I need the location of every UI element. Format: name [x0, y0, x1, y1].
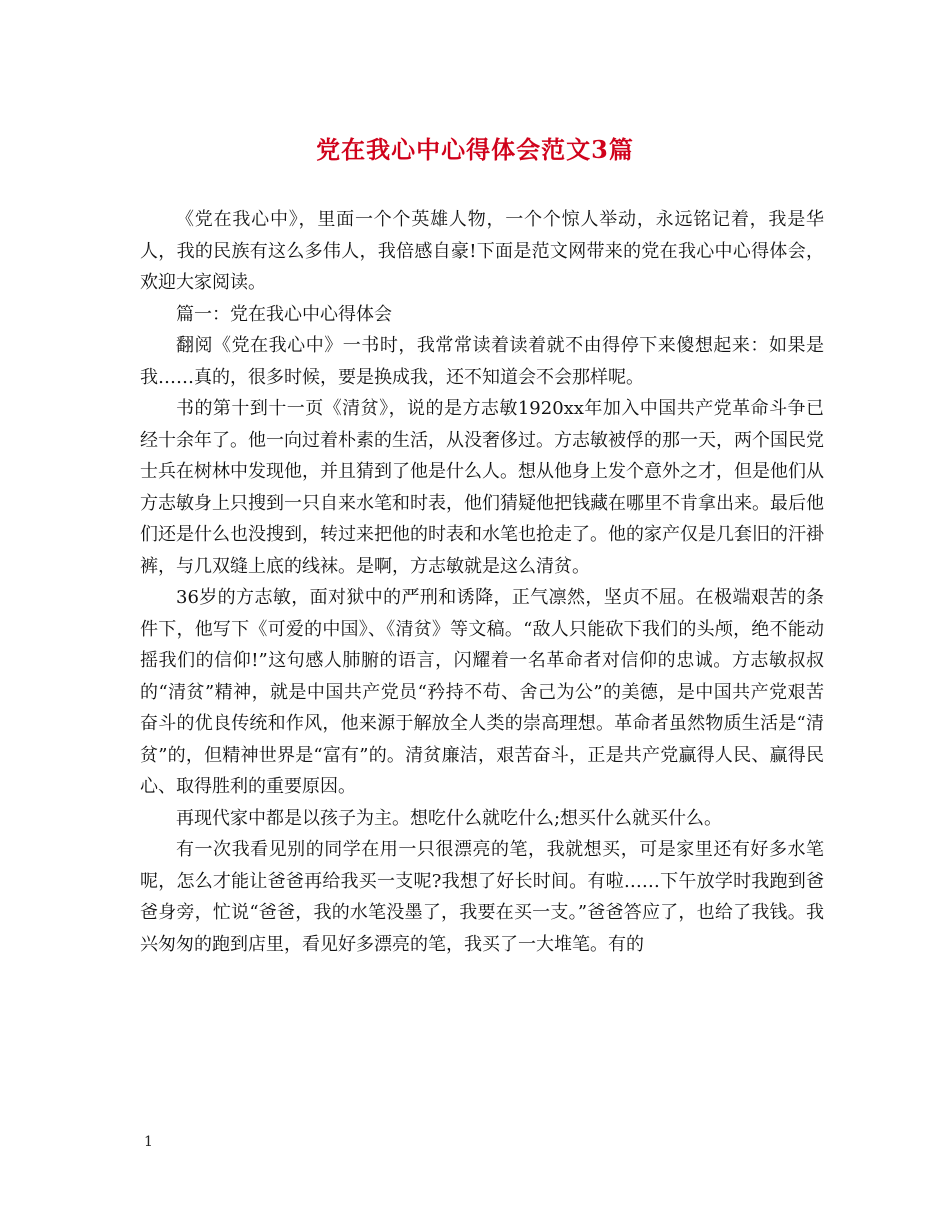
document-title: 党在我心中心得体会范文3篇 [316, 135, 634, 164]
paragraph: 有一次我看见别的同学在用一只很漂亮的笔，我就想买，可是家里还有好多水笔呢，怎么才能让爸爸再给我买一支呢?我想了好长时间。有啦……下午放学时我跑到爸爸身旁，忙说“爸爸，我的水笔没墨了，我要在买一支。”爸爸答应了，也给了我钱。我兴匆匆的跑到店里，看见好多漂亮的笔，我买了一大堆笔。有的 [140, 839, 824, 955]
page-number: 1 [144, 1134, 153, 1150]
paragraph-intro: 《党在我心中》，里面一个个英雄人物，一个个惊人举动，永远铭记着，我是华人，我的民族有这么多伟人，我倍感自豪!下面是范文网带来的党在我心中心得体会，欢迎大家阅读。 [140, 209, 824, 293]
paragraph: 36岁的方志敏，面对狱中的严刑和诱降，正气凛然，坚贞不屈。在极端艰苦的条件下，他写下《可爱的中国》、《清贫》等文稿。“敌人只能砍下我们的头颅，绝不能动摇我们的信仰!”这句感人肺腑的语言，闪耀着一名革命者对信仰的忠诚。方志敏叔叔的“清贫”精神，就是中国共产党员“矜持不苟、舍己为公”的美德，是中国共产党艰苦奋斗的优良传统和作风，他来源于解放全人类的崇高理想。革命者虽然物质生活是“清贫”的，但精神世界是“富有”的。清贫廉洁，艰苦奋斗，正是共产党赢得人民、赢得民心、取得胜利的重要原因。 [140, 587, 824, 797]
paragraph: 翻阅《党在我心中》一书时，我常常读着读着就不由得停下来傻想起来：如果是我……真的，很多时候，要是换成我，还不知道会不会那样呢。 [140, 335, 824, 388]
paragraph: 书的第十到十一页《清贫》，说的是方志敏1920xx年加入中国共产党革命斗争已经十余年了。他一向过着朴素的生活，从没奢侈过。方志敏被俘的那一天，两个国民党士兵在树林中发现他，并且猜到了他是什么人。想从他身上发个意外之才，但是他们从方志敏身上只搜到一只自来水笔和时表，他们猜疑他把钱藏在哪里不肯拿出来。最后他们还是什么也没搜到，转过来把他的时表和水笔也抢走了。他的家产仅是几套旧的汗褂裤，与几双缝上底的线袜。是啊，方志敏就是这么清贫。 [140, 398, 824, 577]
document-body [140, 204, 824, 960]
paragraph: 再现代家中都是以孩子为主。想吃什么就吃什么;想买什么就买什么。 [176, 807, 723, 829]
paragraph-section-heading: 篇一：党在我心中心得体会 [176, 303, 392, 325]
